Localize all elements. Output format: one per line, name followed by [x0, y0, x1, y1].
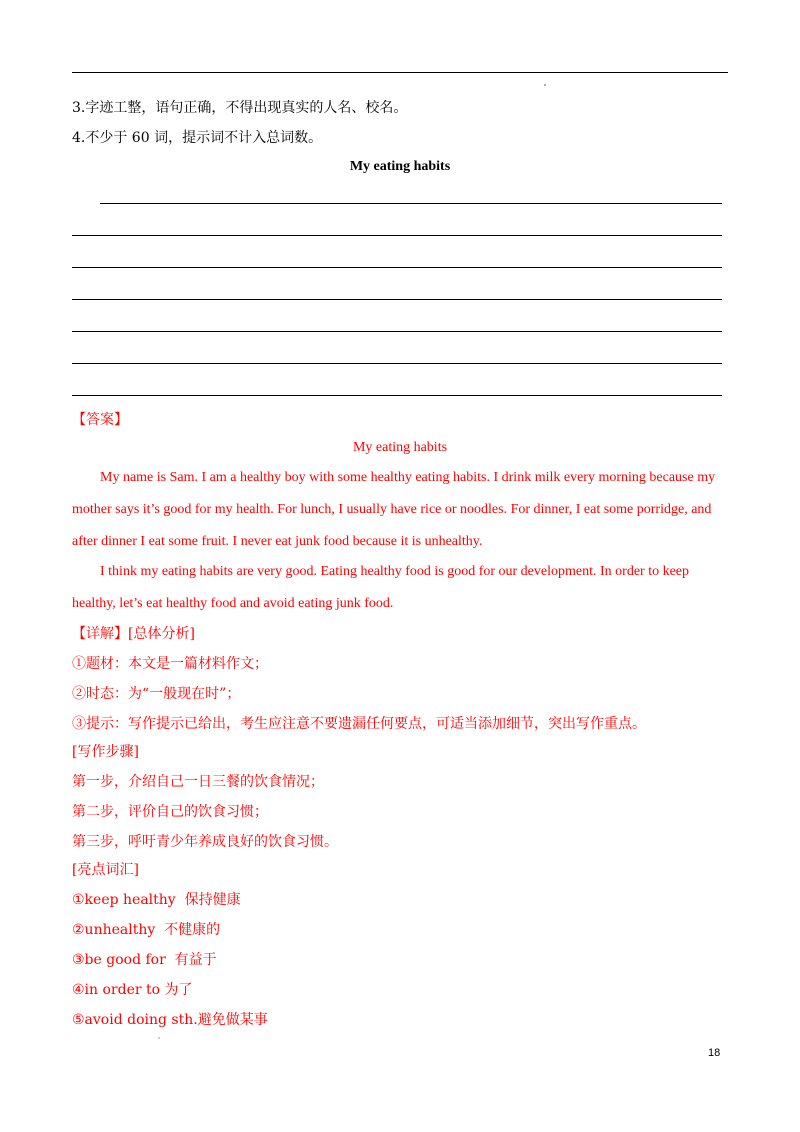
writing-line-4[interactable]: [72, 299, 722, 300]
writing-line-1[interactable]: [100, 203, 722, 204]
instruction-3: 3.字迹工整，语句正确，不得出现真实的人名、校名。: [72, 100, 408, 116]
analysis-heading: [总体分析]: [128, 626, 195, 642]
header-rule: [72, 72, 728, 73]
vocab-item: ③be good for 有益于: [72, 952, 217, 968]
answer-paragraph-1: My name is Sam. I am a healthy boy with some healthy eating habits. I drink milk every morning because my mother says it’s good for my health. For lunch, I usually have rice or noodles. For dinner, I eat some porridge, and after dinner I eat some fruit. I never eat junk food because it is unhealthy.: [72, 470, 716, 549]
analysis-item: ②时态：为“一般现在时”；: [72, 686, 241, 702]
page-number: 18: [708, 1047, 721, 1059]
detail-label: 【详解】: [72, 626, 128, 642]
answer-label: 【答案】: [72, 412, 128, 428]
vocab-item: ④in order to 为了: [72, 982, 193, 998]
step-item: 第一步，介绍自己一日三餐的饮食情况；: [72, 774, 324, 790]
vocab-item: ⑤avoid doing sth.避免做某事: [72, 1012, 268, 1028]
vocab-item: ①keep healthy 保持健康: [72, 892, 241, 908]
instruction-4: 4.不少于 60 词，提示词不计入总词数。: [72, 130, 323, 146]
vocab-item: ②unhealthy 不健康的: [72, 922, 221, 938]
writing-line-2[interactable]: [72, 235, 722, 236]
writing-line-5[interactable]: [72, 331, 722, 332]
vocab-heading: [亮点词汇]: [72, 862, 139, 878]
writing-line-6[interactable]: [72, 363, 722, 364]
analysis-item: ③提示：写作提示已给出，考生应注意不要遗漏任何要点，可适当添加细节，突出写作重点。: [72, 716, 646, 732]
answer-title: My eating habits: [352, 440, 448, 455]
detail-heading: [72, 624, 195, 644]
steps-heading: [写作步骤]: [72, 744, 139, 760]
step-item: 第三步，呼吁青少年养成良好的饮食习惯。: [72, 834, 338, 850]
essay-title: My eating habits: [349, 159, 451, 174]
step-item: 第二步，评价自己的饮食习惯；: [72, 804, 268, 820]
answer-paragraph-2: I think my eating habits are very good. Eating healthy food is good for our development. In order to keep healthy, let’s eat healthy food and avoid eating junk food.: [72, 564, 690, 611]
decorative-dot: [158, 1037, 160, 1039]
analysis-item: ①题材：本文是一篇材料作文；: [72, 656, 268, 672]
decorative-dot: [544, 84, 546, 86]
writing-line-7[interactable]: [72, 395, 722, 396]
writing-line-3[interactable]: [72, 267, 722, 268]
